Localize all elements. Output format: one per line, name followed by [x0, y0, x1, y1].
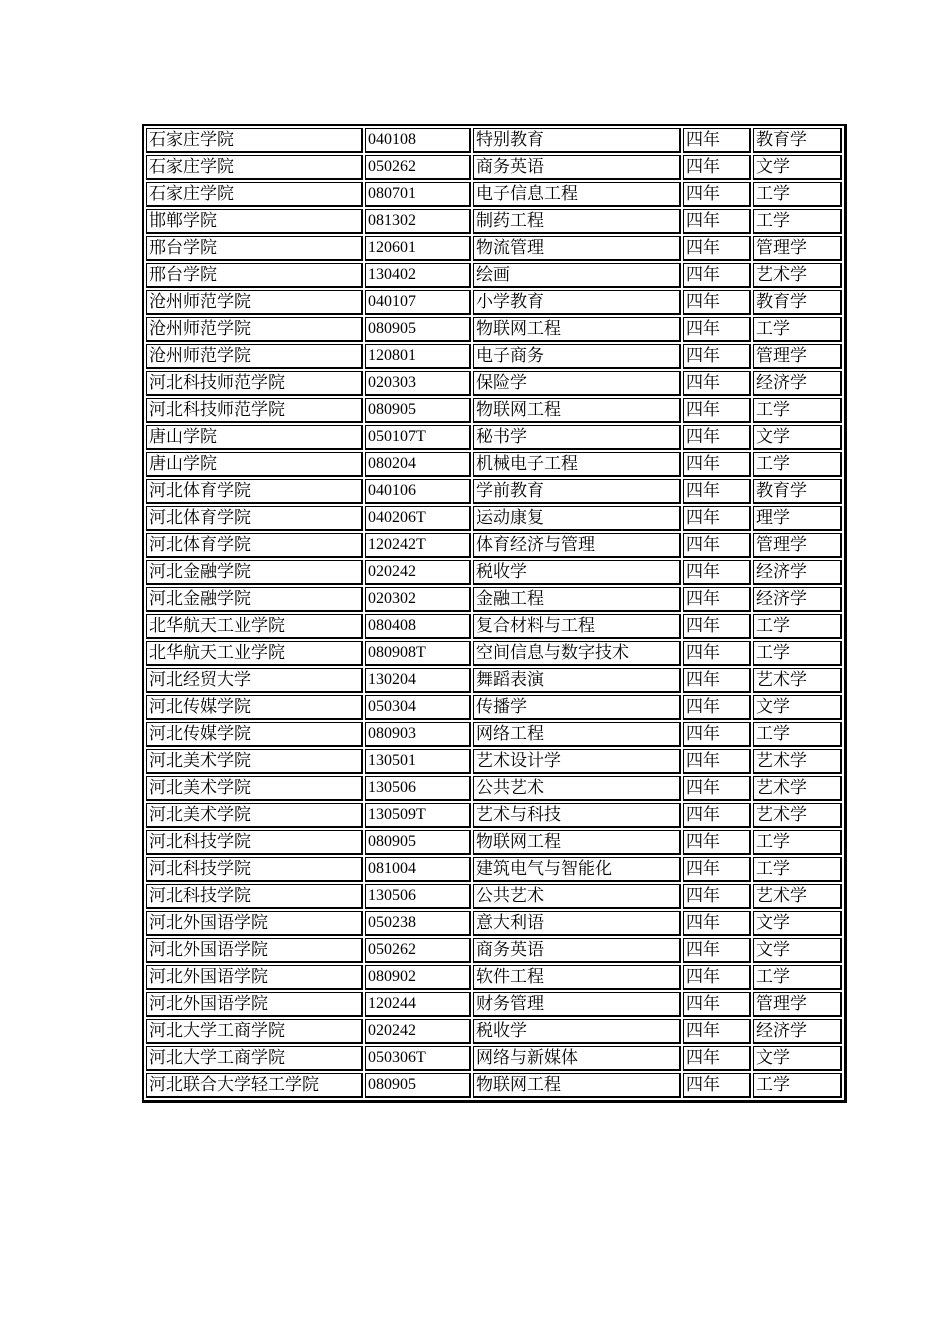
category-cell: 教育学 [753, 290, 842, 315]
duration-cell: 四年 [683, 182, 751, 207]
major-cell: 制药工程 [473, 209, 681, 234]
category-cell: 教育学 [753, 128, 842, 153]
category-cell: 工学 [753, 317, 842, 342]
school-cell: 河北金融学院 [146, 587, 363, 612]
category-cell: 文学 [753, 695, 842, 720]
code-cell: 120242T [365, 533, 471, 558]
school-cell: 河北经贸大学 [146, 668, 363, 693]
duration-cell: 四年 [683, 911, 751, 936]
school-cell: 河北体育学院 [146, 479, 363, 504]
school-cell: 石家庄学院 [146, 128, 363, 153]
code-cell: 080902 [365, 965, 471, 990]
duration-cell: 四年 [683, 992, 751, 1017]
category-cell: 工学 [753, 614, 842, 639]
major-cell: 保险学 [473, 371, 681, 396]
table-row [146, 1073, 842, 1098]
category-cell: 经济学 [753, 1019, 842, 1044]
category-cell: 工学 [753, 398, 842, 423]
table-row [146, 884, 842, 909]
school-cell: 河北美术学院 [146, 749, 363, 774]
school-cell: 河北大学工商学院 [146, 1046, 363, 1071]
school-cell: 石家庄学院 [146, 182, 363, 207]
code-cell: 050262 [365, 938, 471, 963]
duration-cell: 四年 [683, 938, 751, 963]
major-cell: 电子商务 [473, 344, 681, 369]
code-cell: 120801 [365, 344, 471, 369]
duration-cell: 四年 [683, 209, 751, 234]
school-cell: 河北体育学院 [146, 533, 363, 558]
table-row [146, 371, 842, 396]
major-cell: 舞蹈表演 [473, 668, 681, 693]
category-cell: 管理学 [753, 992, 842, 1017]
category-cell: 工学 [753, 641, 842, 666]
category-cell: 艺术学 [753, 776, 842, 801]
duration-cell: 四年 [683, 749, 751, 774]
category-cell: 文学 [753, 938, 842, 963]
major-cell: 复合材料与工程 [473, 614, 681, 639]
duration-cell: 四年 [683, 155, 751, 180]
table-row [146, 965, 842, 990]
category-cell: 管理学 [753, 344, 842, 369]
code-cell: 130204 [365, 668, 471, 693]
table-row [146, 776, 842, 801]
code-cell: 040206T [365, 506, 471, 531]
code-cell: 130506 [365, 884, 471, 909]
category-cell: 经济学 [753, 371, 842, 396]
table-row [146, 182, 842, 207]
code-cell: 120244 [365, 992, 471, 1017]
major-cell: 税收学 [473, 560, 681, 585]
major-cell: 物联网工程 [473, 830, 681, 855]
school-cell: 河北科技师范学院 [146, 371, 363, 396]
school-cell: 河北联合大学轻工学院 [146, 1073, 363, 1098]
duration-cell: 四年 [683, 1046, 751, 1071]
duration-cell: 四年 [683, 479, 751, 504]
major-cell: 传播学 [473, 695, 681, 720]
school-cell: 唐山学院 [146, 452, 363, 477]
major-cell: 空间信息与数字技术 [473, 641, 681, 666]
code-cell: 040107 [365, 290, 471, 315]
category-cell: 理学 [753, 506, 842, 531]
duration-cell: 四年 [683, 425, 751, 450]
duration-cell: 四年 [683, 965, 751, 990]
duration-cell: 四年 [683, 344, 751, 369]
duration-cell: 四年 [683, 452, 751, 477]
code-cell: 050306T [365, 1046, 471, 1071]
table-row [146, 641, 842, 666]
school-cell: 河北外国语学院 [146, 911, 363, 936]
duration-cell: 四年 [683, 614, 751, 639]
code-cell: 050262 [365, 155, 471, 180]
school-cell: 河北美术学院 [146, 803, 363, 828]
code-cell: 120601 [365, 236, 471, 261]
major-cell: 艺术与科技 [473, 803, 681, 828]
table-row [146, 1019, 842, 1044]
school-cell: 河北传媒学院 [146, 722, 363, 747]
category-cell: 工学 [753, 1073, 842, 1098]
category-cell: 艺术学 [753, 263, 842, 288]
table-row [146, 614, 842, 639]
school-cell: 河北科技学院 [146, 857, 363, 882]
duration-cell: 四年 [683, 371, 751, 396]
school-cell: 河北外国语学院 [146, 992, 363, 1017]
duration-cell: 四年 [683, 290, 751, 315]
table-row [146, 587, 842, 612]
duration-cell: 四年 [683, 803, 751, 828]
code-cell: 080408 [365, 614, 471, 639]
category-cell: 艺术学 [753, 884, 842, 909]
duration-cell: 四年 [683, 587, 751, 612]
code-cell: 130506 [365, 776, 471, 801]
duration-cell: 四年 [683, 236, 751, 261]
table-row [146, 803, 842, 828]
code-cell: 050238 [365, 911, 471, 936]
major-cell: 软件工程 [473, 965, 681, 990]
major-cell: 建筑电气与智能化 [473, 857, 681, 882]
code-cell: 020242 [365, 1019, 471, 1044]
duration-cell: 四年 [683, 398, 751, 423]
table-row [146, 344, 842, 369]
table-row [146, 209, 842, 234]
school-cell: 石家庄学院 [146, 155, 363, 180]
code-cell: 130509T [365, 803, 471, 828]
category-cell: 管理学 [753, 236, 842, 261]
table-row [146, 668, 842, 693]
category-cell: 艺术学 [753, 803, 842, 828]
major-cell: 物联网工程 [473, 398, 681, 423]
code-cell: 080905 [365, 317, 471, 342]
table-row [146, 479, 842, 504]
duration-cell: 四年 [683, 533, 751, 558]
category-cell: 文学 [753, 1046, 842, 1071]
school-cell: 沧州师范学院 [146, 344, 363, 369]
code-cell: 080204 [365, 452, 471, 477]
duration-cell: 四年 [683, 776, 751, 801]
duration-cell: 四年 [683, 317, 751, 342]
duration-cell: 四年 [683, 884, 751, 909]
table-row [146, 533, 842, 558]
major-cell: 绘画 [473, 263, 681, 288]
major-cell: 商务英语 [473, 155, 681, 180]
category-cell: 工学 [753, 830, 842, 855]
table-row [146, 506, 842, 531]
major-cell: 秘书学 [473, 425, 681, 450]
major-cell: 金融工程 [473, 587, 681, 612]
category-cell: 工学 [753, 182, 842, 207]
school-cell: 北华航天工业学院 [146, 614, 363, 639]
table-row [146, 1046, 842, 1071]
school-cell: 河北外国语学院 [146, 965, 363, 990]
category-cell: 文学 [753, 155, 842, 180]
major-cell: 特别教育 [473, 128, 681, 153]
major-cell: 艺术设计学 [473, 749, 681, 774]
code-cell: 080905 [365, 398, 471, 423]
school-cell: 邢台学院 [146, 236, 363, 261]
table-row [146, 992, 842, 1017]
school-cell: 河北科技师范学院 [146, 398, 363, 423]
table-row [146, 452, 842, 477]
code-cell: 050107T [365, 425, 471, 450]
category-cell: 工学 [753, 452, 842, 477]
duration-cell: 四年 [683, 695, 751, 720]
major-cell: 学前教育 [473, 479, 681, 504]
code-cell: 050304 [365, 695, 471, 720]
duration-cell: 四年 [683, 128, 751, 153]
major-cell: 物联网工程 [473, 317, 681, 342]
school-cell: 邯郸学院 [146, 209, 363, 234]
major-cell: 物流管理 [473, 236, 681, 261]
category-cell: 工学 [753, 965, 842, 990]
code-cell: 081004 [365, 857, 471, 882]
category-cell: 工学 [753, 722, 842, 747]
table-row [146, 695, 842, 720]
major-cell: 公共艺术 [473, 884, 681, 909]
code-cell: 040106 [365, 479, 471, 504]
major-cell: 小学教育 [473, 290, 681, 315]
school-cell: 河北传媒学院 [146, 695, 363, 720]
school-cell: 河北外国语学院 [146, 938, 363, 963]
duration-cell: 四年 [683, 857, 751, 882]
major-cell: 税收学 [473, 1019, 681, 1044]
table-row [146, 938, 842, 963]
major-cell: 网络工程 [473, 722, 681, 747]
duration-cell: 四年 [683, 641, 751, 666]
table-row [146, 722, 842, 747]
duration-cell: 四年 [683, 506, 751, 531]
major-cell: 电子信息工程 [473, 182, 681, 207]
code-cell: 020242 [365, 560, 471, 585]
category-cell: 艺术学 [753, 749, 842, 774]
duration-cell: 四年 [683, 830, 751, 855]
school-cell: 河北金融学院 [146, 560, 363, 585]
table-row [146, 155, 842, 180]
code-cell: 020302 [365, 587, 471, 612]
major-cell: 公共艺术 [473, 776, 681, 801]
category-cell: 文学 [753, 425, 842, 450]
table-row [146, 398, 842, 423]
major-cell: 体育经济与管理 [473, 533, 681, 558]
major-cell: 网络与新媒体 [473, 1046, 681, 1071]
table-row [146, 290, 842, 315]
category-cell: 艺术学 [753, 668, 842, 693]
category-cell: 工学 [753, 209, 842, 234]
school-cell: 河北科技学院 [146, 830, 363, 855]
school-cell: 邢台学院 [146, 263, 363, 288]
table-row [146, 830, 842, 855]
duration-cell: 四年 [683, 263, 751, 288]
major-cell: 商务英语 [473, 938, 681, 963]
school-cell: 唐山学院 [146, 425, 363, 450]
code-cell: 080905 [365, 830, 471, 855]
code-cell: 040108 [365, 128, 471, 153]
school-cell: 河北大学工商学院 [146, 1019, 363, 1044]
duration-cell: 四年 [683, 560, 751, 585]
school-cell: 河北科技学院 [146, 884, 363, 909]
table-row [146, 560, 842, 585]
duration-cell: 四年 [683, 668, 751, 693]
category-cell: 工学 [753, 857, 842, 882]
code-cell: 020303 [365, 371, 471, 396]
table-row [146, 749, 842, 774]
table-row [146, 263, 842, 288]
duration-cell: 四年 [683, 1019, 751, 1044]
duration-cell: 四年 [683, 722, 751, 747]
table-row [146, 236, 842, 261]
duration-cell: 四年 [683, 1073, 751, 1098]
category-cell: 经济学 [753, 587, 842, 612]
table-row [146, 128, 842, 153]
code-cell: 080908T [365, 641, 471, 666]
table-row [146, 911, 842, 936]
table-row [146, 425, 842, 450]
code-cell: 130501 [365, 749, 471, 774]
code-cell: 081302 [365, 209, 471, 234]
table-row [146, 317, 842, 342]
major-cell: 运动康复 [473, 506, 681, 531]
school-cell: 河北体育学院 [146, 506, 363, 531]
major-cell: 机械电子工程 [473, 452, 681, 477]
major-cell: 意大利语 [473, 911, 681, 936]
school-cell: 沧州师范学院 [146, 290, 363, 315]
majors-table [142, 124, 847, 1103]
school-cell: 北华航天工业学院 [146, 641, 363, 666]
majors-table-body [146, 128, 842, 1098]
major-cell: 物联网工程 [473, 1073, 681, 1098]
code-cell: 130402 [365, 263, 471, 288]
category-cell: 教育学 [753, 479, 842, 504]
category-cell: 经济学 [753, 560, 842, 585]
category-cell: 文学 [753, 911, 842, 936]
table-row [146, 857, 842, 882]
code-cell: 080903 [365, 722, 471, 747]
school-cell: 河北美术学院 [146, 776, 363, 801]
code-cell: 080905 [365, 1073, 471, 1098]
code-cell: 080701 [365, 182, 471, 207]
major-cell: 财务管理 [473, 992, 681, 1017]
category-cell: 管理学 [753, 533, 842, 558]
school-cell: 沧州师范学院 [146, 317, 363, 342]
